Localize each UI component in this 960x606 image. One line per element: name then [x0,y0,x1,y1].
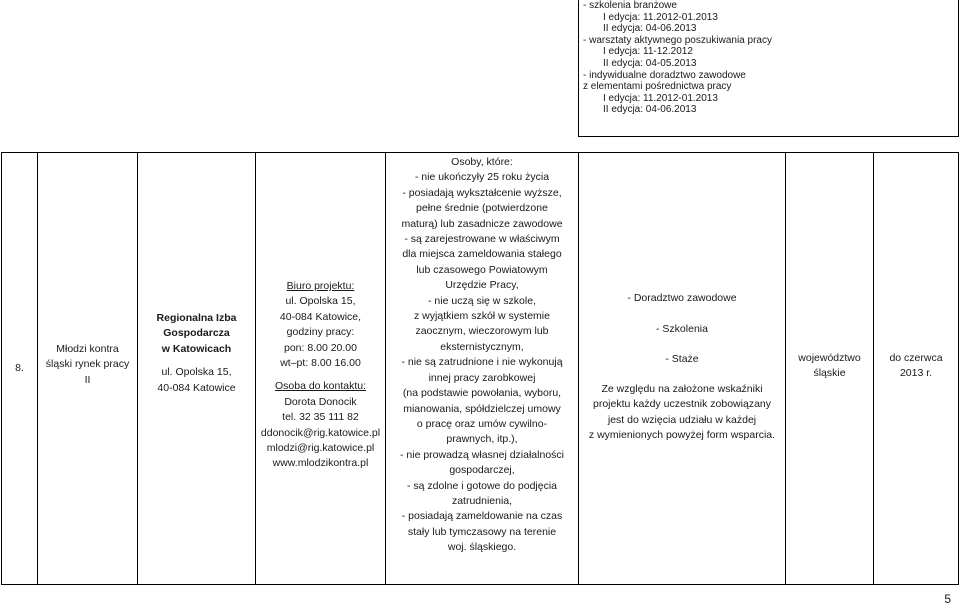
deadline-cell [874,351,958,382]
office-line: pon: 8.00 20.00 [284,341,357,354]
organization-cell [138,311,255,396]
deadline-line: 2013 r. [899,367,933,380]
row-top-border [1,152,959,153]
target-group-line: lub czasowego Powiatowym [416,263,548,276]
schedule-line: - warsztaty aktywnego poszukiwania pracy [583,34,772,46]
target-group-line: o pracę oraz umów cywilno- [416,417,548,430]
support-note-line: z wymienionych powyżej form wsparcia. [588,429,776,441]
contact-line: www.mlodzikontra.pl [272,457,369,470]
organization-address-line: 40-084 Katowice [157,381,236,394]
contact-line: mlodzi@rig.katowice.pl [266,442,375,455]
support-note-line: Ze względu na założone wskaźniki [601,382,763,395]
target-group-line: - nie uczą się w szkole, [428,294,536,307]
area-line: śląskie [813,367,846,380]
office-line: wt–pt: 8.00 16.00 [280,357,361,370]
support-form-item: - Doradztwo zawodowe [627,292,737,304]
target-group-line: woj. śląskiego. [447,541,517,554]
target-group-line: Urzędzie Pracy, [445,279,519,292]
target-group-line: - nie są zatrudnione i nie wykonują [401,356,563,369]
area-cell [786,351,873,382]
organization-address-line: ul. Opolska 15, [161,366,232,379]
target-group-line: - nie ukończyły 25 roku życia [414,171,550,184]
project-name-line: II [84,373,91,386]
target-group-line: z wyjątkiem szkół w systemie [414,310,550,323]
target-group-line: dla miejsca zameldowania stałego [402,248,562,261]
schedule-line: II edycja: 04-05.2013 [603,57,697,69]
target-group-cell [386,155,578,556]
row-number-cell [2,361,37,376]
target-group-line: - nie prowadzą własnej działalności [399,448,564,461]
schedule-line: II edycja: 04-06.2013 [603,23,697,35]
schedule-line: I edycja: 11.2012-01.2013 [603,11,718,23]
target-group-line: innej pracy zarobkowej [428,371,536,384]
target-group-line: - posiadają wykształcenie wyższe, [402,186,562,199]
training-schedule-cell [583,0,959,116]
target-group-line: - posiadają zameldowanie na czas [401,510,563,523]
schedule-line: - szkolenia branżowe [583,0,677,11]
schedule-line: - indywidualne doradztwo zawodowe [583,69,746,81]
row-number: 8. [15,362,24,374]
office-line: ul. Opolska 15, [285,295,356,308]
project-name-line: Młodzi kontra [56,343,119,355]
target-group-line: Osoby, które: [451,156,513,168]
support-note-line: jest do wzięcia udziału w każdej [607,413,757,426]
target-group-line: pełne średnie (potwierdzone [416,202,548,215]
target-group-line: - są zdolne i gotowe do podjęcia [406,479,557,492]
organization-name-line: Gospodarcza [163,327,230,340]
area-line: województwo [798,352,861,364]
support-note-line: projektu każdy uczestnik zobowiązany [592,398,771,410]
contact-line: ddonocik@rig.katowice.pl [260,426,381,439]
support-form-item: - Szkolenia [656,322,708,335]
office-line: 40-084 Katowice, [279,310,362,323]
spacer [579,368,785,382]
target-group-line: - są zarejestrowane w właściwym [404,233,560,246]
top-cell-bottom-border [578,136,959,137]
support-form-item: - Staże [665,353,699,365]
office-heading: Biuro projektu: [286,280,355,292]
col-border-8 [958,152,959,585]
schedule-line: II edycja: 04-06.2013 [603,104,697,116]
target-group-line: zatrudnienia, [451,494,513,507]
target-group-line: maturą) lub zasadnicze zawodowe [401,217,563,230]
target-group-line: gospodarczej, [449,464,515,477]
schedule-line: I edycja: 11-12.2012 [603,46,693,58]
schedule-line: z elementami pośrednictwa pracy [583,81,732,93]
target-group-line: mianowania, spółdzielczej umowy [403,402,561,415]
target-group-line: (na podstawie powołania, wyboru, [402,387,562,400]
target-group-line: eksternistycznym, [440,340,524,353]
target-group-line: zaocznym, wieczorowym lub [415,325,549,338]
support-forms-cell [579,291,785,444]
target-group-line: stały lub tymczasowy na terenie [407,525,557,538]
spacer [579,307,785,322]
deadline-line: do czerwca [889,352,943,364]
page-number: 5 [944,592,951,606]
target-group-line: prawnych, itp.), [446,433,518,446]
contact-line: tel. 32 35 111 82 [282,411,359,424]
office-line: godziny pracy: [286,326,355,339]
organization-name-line: Regionalna Izba [156,312,237,324]
top-cell-left-border [578,0,579,137]
spacer [256,371,385,379]
office-cell [256,279,385,472]
organization-name-line: w Katowicach [161,342,232,355]
spacer [579,337,785,352]
project-name-line: śląski rynek pracy [45,358,130,371]
contact-heading: Osoba do kontaktu: [274,380,367,393]
project-name-cell [38,342,137,388]
contact-line: Dorota Donocik [284,395,357,408]
spacer [138,357,255,365]
row-bottom-border [1,584,959,585]
schedule-line: I edycja: 11.2012-01.2013 [603,92,718,104]
